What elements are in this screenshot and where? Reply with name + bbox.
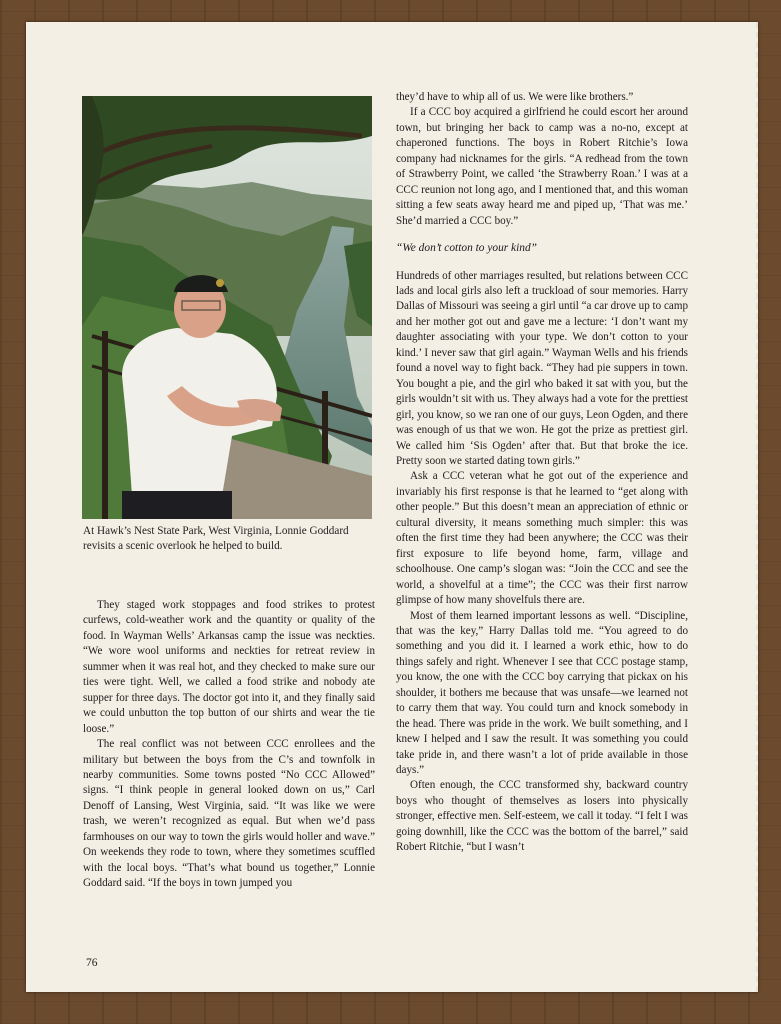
paragraph: The real conflict was not between CCC enrollees and the military but between the boys from the C’s and townfolk in nearby communities. Some towns posted “No CCC Allowed” signs. “I think people in general looked down on us,” Carl Denoff of Lansing, West Virginia, said. “It was like we were trash, we weren’t recognized as equal. But when we’d pass farmhouses on our way to town the girls would holler and wave.” On weekends they rode to town, where they sometimes scuffled with the local boys. “That’s what bound us together,” Lonnie Goddard said. “If the boys in town jumped you bbox=[83, 738, 375, 890]
right-column bbox=[396, 90, 688, 856]
paragraph: If a CCC boy acquired a girlfriend he could escort her around town, but bringing her back to camp was a no-no, except at chaperoned functions. The boys in Robert Ritchie’s Iowa company had nicknames for the girls. “A redhead from the town of Strawberry Point, we called ‘the Strawberry Roan.’ I was at a CCC reunion not long ago, and I mentioned that, and this woman sitting a few seats away heard me and piped up, ‘That was me.’ She’d married a CCC boy.” bbox=[396, 106, 688, 227]
paragraph: they’d have to whip all of us. We were like brothers.” bbox=[396, 91, 634, 103]
paragraph: They staged work stoppages and food strikes to protest curfews, cold-weather work and the quantity or quality of the food. In Wayman Wells’ Arkansas camp the issue was neckties. “We wore wool uniforms and neckties for retreat review in summer when it was real hot, and they checked to make sure our ties were tight. Well, we called a food strike and nobody ate supper for three days. The doctor got into it, and they finally said we could unbutton the top button of our shirts and wear the tie loose.” bbox=[83, 599, 375, 735]
paragraph: Most of them learned important lessons as well. “Discipline, that was the key,” Harry Dallas told me. “You agreed to do something and you did it. I learned a work ethic, how to do things safely and right. Whenever I see that CCC postage stamp, you know, the one with the CCC boy carrying that pickax on his shoulder, it bothers me because that was unsafe—we learned not to carry them that way. You could turn and knock somebody in the head. There was pride in the work. We built something, and I knew I helped and I saw the result. It was something you could take pride in, and there wasn’t a lot of pride available in those days.” bbox=[396, 609, 688, 777]
paragraph: Often enough, the CCC transformed shy, backward country boys who thought of themselves as losers into physically stronger, effective men. Self-esteem, we call it today. “I felt I was going downhill, like the CCC was the bottom of the barrel,” said Robert Ritchie, “but I wasn’t bbox=[396, 779, 688, 854]
photo-illustration bbox=[82, 96, 372, 519]
magazine-page bbox=[26, 22, 758, 992]
paragraph: Ask a CCC veteran what he got out of the experience and invariably his first response is that he learned to “get along with other people.” But this doesn’t mean an appreciation of ethnic or cultural diversity, it means something much simpler: this was often the first time they had been anywhere; the CCC was their first exposure to life beyond home, farm, village and schoolhouse. One camp’s slogan was: “Join the CCC and see the world, a shovelful at a time”; the CCC was their first narrow glimpse of how many shovelfuls there are. bbox=[396, 470, 688, 607]
overlook-photo bbox=[82, 96, 372, 519]
page-number: 76 bbox=[86, 957, 98, 969]
paragraph: Hundreds of other marriages resulted, but relations between CCC lads and local girls also left a truckload of sour memories. Harry Dallas of Missouri was seeing a girl until “a car drove up to camp and her mother got out and gave me a lecture: ‘I don’t want my daughter associating with your type. We don’t cotton to your kind.’ I never saw that girl again.” Wayman Wells and his friends found a novel way to fight back. “They had pie suppers in town. You bought a pie, and the girl who baked it sat with you, but the girls wouldn’t sit with us. They always had a vote for the prettiest girl, you know, so we ran one of our guys, Leon Ogden, and there was enough of us that we won. He got the prize as prettiest girl. We called him ‘Sis Ogden’ after that. But that broke the ice. Pretty soon we started dating town girls.” bbox=[396, 269, 688, 467]
section-subhead: “We don’t cotton to your kind” bbox=[396, 242, 538, 255]
photo-caption: At Hawk’s Nest State Park, West Virginia, Lonnie Goddard revisits a scenic overlook he helped to build. bbox=[83, 525, 349, 552]
left-column bbox=[83, 598, 375, 892]
